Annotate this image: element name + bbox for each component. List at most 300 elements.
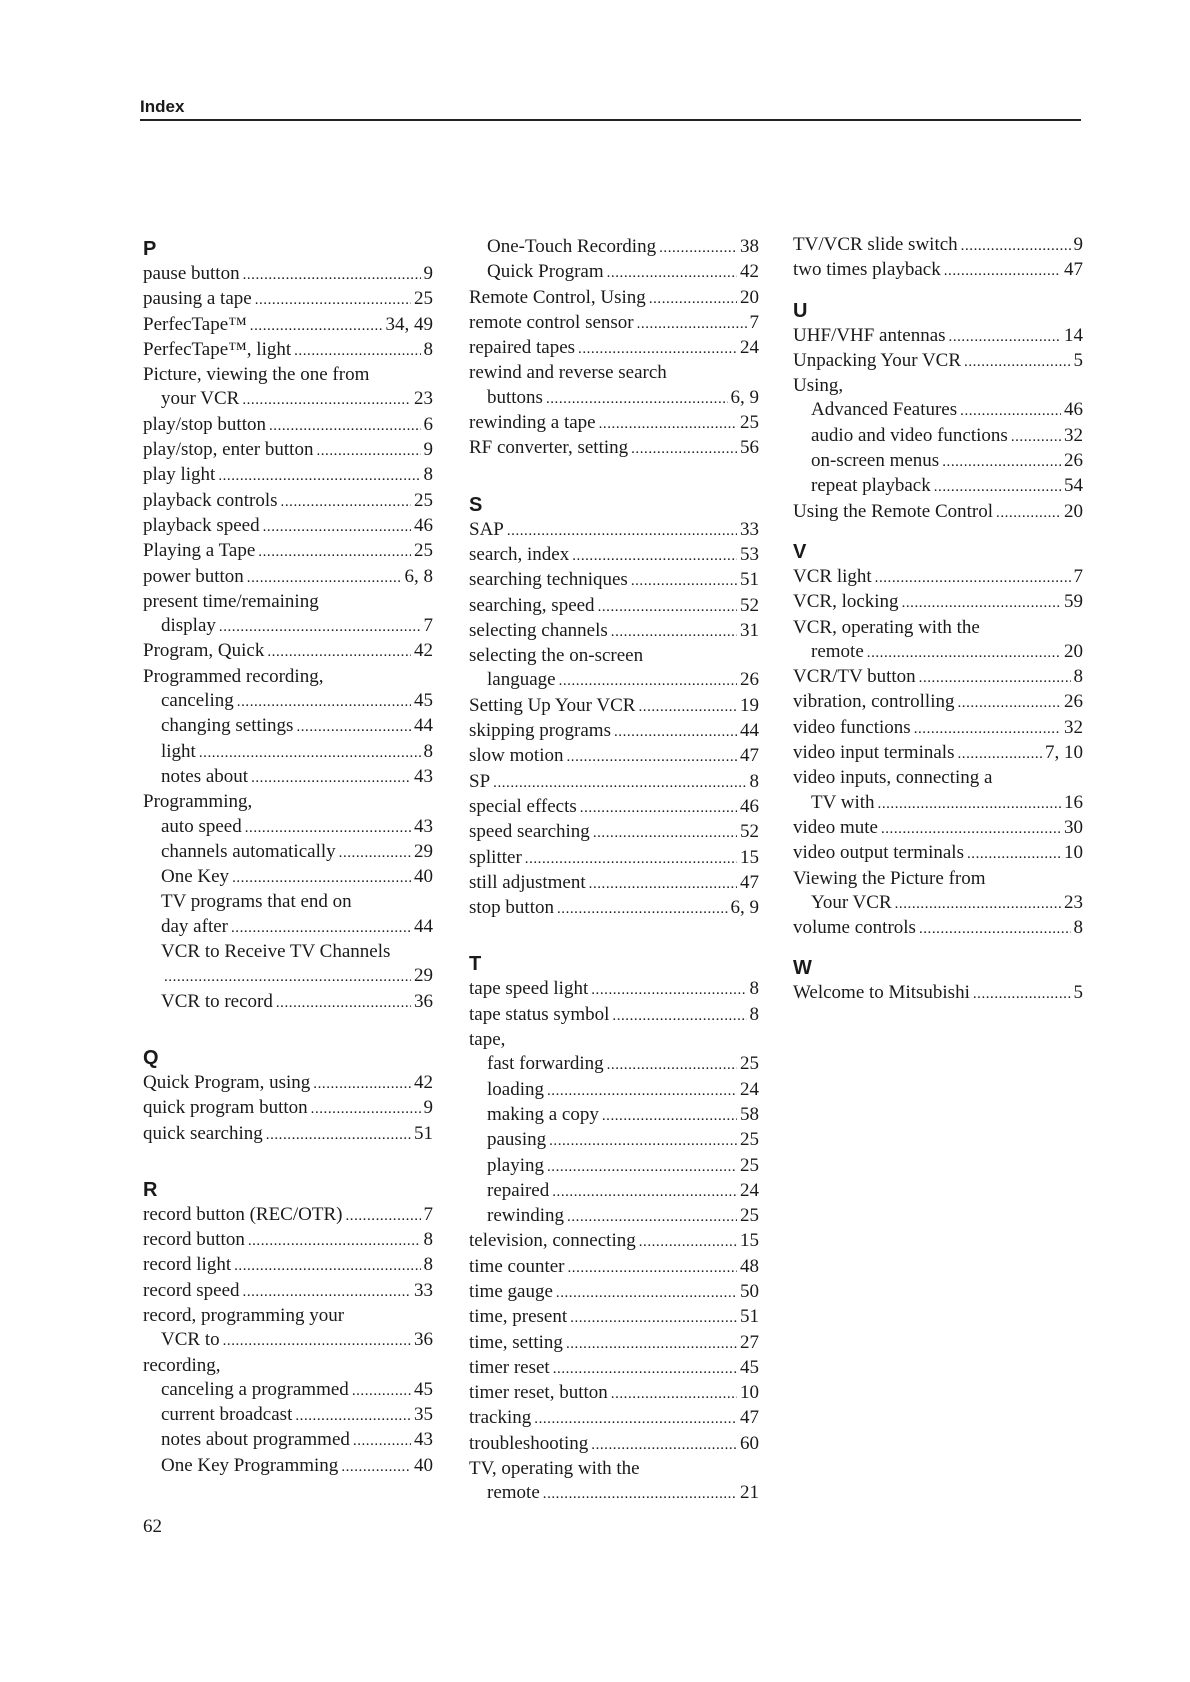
entry-page-ref: 20 [1064, 640, 1083, 662]
entry-term: One-Touch Recording [487, 236, 657, 257]
section-letter-v: V [793, 540, 807, 563]
index-entry [793, 916, 1083, 941]
index-entry [793, 590, 1083, 615]
entry-term: time, present [469, 1306, 568, 1328]
index-entry [143, 1122, 433, 1147]
dot-leader [580, 795, 737, 820]
index-heading-entry: TV programs that end on [161, 891, 352, 913]
index-subentry [143, 387, 433, 412]
index-entry [469, 1280, 759, 1305]
dot-leader [960, 398, 1061, 423]
entry-term: Advanced Features [811, 399, 958, 421]
dot-leader [568, 1255, 738, 1280]
index-heading-entry: recording, [143, 1354, 221, 1376]
entry-page-ref: 7 [423, 615, 433, 637]
dot-leader [316, 438, 420, 463]
entry-page-ref: 8 [749, 978, 759, 1000]
index-entry [469, 977, 759, 1002]
entry-page-ref: 43 [414, 765, 433, 787]
entry-term: rewinding a tape [469, 412, 596, 434]
entry-term: pausing a tape [143, 288, 252, 310]
dot-leader [572, 543, 737, 568]
dot-leader [914, 716, 1061, 741]
index-entry [469, 311, 759, 336]
index-subentry [793, 449, 1083, 474]
index-entry [793, 816, 1083, 841]
index-subentry [143, 765, 433, 790]
index-subentry [143, 815, 433, 840]
entry-page-ref: 44 [414, 715, 433, 737]
entry-page-ref: 26 [1064, 691, 1083, 713]
index-entry [469, 594, 759, 619]
index-subentry [793, 891, 1083, 916]
dot-leader [534, 1406, 737, 1431]
entry-page-ref: 8 [423, 338, 433, 360]
entry-term: Quick Program, using [143, 1071, 311, 1093]
dot-leader [949, 324, 1061, 349]
entry-page-ref: 9 [423, 1097, 433, 1119]
section-q [143, 1071, 433, 1147]
entry-page-ref: 23 [414, 388, 433, 410]
index-entry [143, 1228, 433, 1253]
entry-term: tracking [469, 1407, 532, 1429]
dot-leader [248, 1228, 421, 1253]
index-entry [793, 349, 1083, 374]
entry-page-ref: 38 [740, 236, 759, 257]
dot-leader [547, 1078, 737, 1103]
entry-term: repaired tapes [469, 337, 576, 359]
entry-term: channels automatically [161, 840, 336, 862]
section-gap [793, 525, 1083, 535]
index-entry [469, 336, 759, 361]
index-entry [793, 324, 1083, 349]
index-entry [143, 1253, 433, 1278]
dot-leader [251, 765, 411, 790]
dot-leader [507, 518, 737, 543]
entry-term: Your VCR [811, 891, 892, 913]
entry-page-ref: 25 [414, 540, 433, 562]
entry-page-ref: 58 [740, 1103, 759, 1125]
dot-leader [602, 1103, 737, 1128]
entry-term: play/stop, enter button [143, 439, 314, 461]
entry-term: RF converter, setting [469, 437, 629, 459]
dot-leader [547, 1154, 737, 1179]
entry-page-ref: 47 [1064, 259, 1083, 281]
index-entry [469, 694, 759, 719]
dot-leader [234, 1253, 420, 1278]
index-subentry [793, 398, 1083, 423]
index-heading-entry: video inputs, connecting a [793, 767, 993, 789]
dot-leader [255, 287, 411, 312]
dot-leader [245, 815, 411, 840]
dot-leader [493, 770, 746, 795]
entry-term: power button [143, 565, 244, 587]
index-heading-entry: Picture, viewing the one from [143, 364, 370, 386]
entry-term: TV/VCR slide switch [793, 234, 958, 255]
index-heading-entry: VCR to Receive TV Channels [161, 941, 391, 963]
running-head: Index [140, 97, 185, 116]
dot-leader [612, 1003, 746, 1028]
entry-page-ref: 51 [414, 1122, 433, 1144]
entry-term: slow motion [469, 745, 564, 767]
index-subentry [469, 668, 759, 693]
section-letter-s: S [469, 493, 483, 516]
entry-page-ref: 26 [740, 669, 759, 691]
dot-leader [1011, 424, 1061, 449]
entry-term: auto speed [161, 815, 242, 837]
dot-leader [649, 286, 737, 311]
dot-leader [267, 639, 411, 664]
dot-leader [964, 349, 1070, 374]
dot-leader [243, 262, 421, 287]
entry-term: SP [469, 770, 491, 792]
index-heading-entry: selecting the on-screen [469, 645, 644, 667]
dot-leader [593, 820, 737, 845]
index-subentry [469, 386, 759, 411]
entry-page-ref: 10 [1064, 842, 1083, 864]
index-entry [469, 1229, 759, 1254]
dot-leader [250, 313, 383, 338]
entry-term: stop button [469, 897, 554, 919]
dot-leader [591, 1432, 737, 1457]
dot-leader [973, 981, 1071, 1006]
index-heading-entry: tape, [469, 1029, 506, 1051]
section-letter-q: Q [143, 1046, 159, 1069]
entry-term: vibration, controlling [793, 691, 955, 713]
index-entry [469, 744, 759, 769]
entry-page-ref: 35 [414, 1404, 433, 1426]
dot-leader [247, 565, 402, 590]
index-subentry [143, 840, 433, 865]
entry-term: video mute [793, 816, 878, 838]
entry-page-ref: 46 [1064, 399, 1083, 421]
index-entry [143, 338, 433, 363]
entry-term: skipping programs [469, 720, 611, 742]
section-letter-w: W [793, 957, 812, 980]
section-t [469, 977, 759, 1506]
dot-leader [276, 990, 411, 1015]
entry-term: pausing [487, 1129, 547, 1151]
entry-term: timer reset, button [469, 1382, 608, 1404]
section-gap [143, 1147, 433, 1173]
dot-leader [996, 500, 1061, 525]
entry-term: day after [161, 915, 228, 937]
dot-leader [549, 1128, 737, 1153]
index-subentry [469, 1052, 759, 1077]
section-letter-t: T [469, 953, 482, 976]
index-entry [469, 1305, 759, 1330]
entry-page-ref: 8 [423, 464, 433, 486]
entry-term: notes about [161, 765, 249, 787]
entry-term: record button (REC/OTR) [143, 1203, 343, 1225]
dot-leader [611, 1381, 737, 1406]
dot-leader [867, 640, 1061, 665]
entry-page-ref: 8 [749, 770, 759, 792]
index-entry [143, 287, 433, 312]
index-subentry [469, 260, 759, 285]
dot-leader [895, 891, 1061, 916]
entry-term: time, setting [469, 1331, 563, 1353]
entry-term: remote control sensor [469, 311, 634, 333]
index-entry [793, 716, 1083, 741]
entry-page-ref: 8 [749, 1003, 759, 1025]
dot-leader [296, 714, 411, 739]
entry-page-ref: 16 [1064, 791, 1083, 813]
entry-page-ref: 26 [1064, 450, 1083, 472]
index-subentry [793, 424, 1083, 449]
entry-term: play light [143, 464, 216, 486]
index-entry [793, 841, 1083, 866]
index-entry [793, 741, 1083, 766]
entry-term: searching, speed [469, 594, 595, 616]
entry-page-ref: 6 [423, 413, 433, 435]
index-entry [143, 489, 433, 514]
entry-term: language [487, 669, 556, 691]
index-entry [469, 1003, 759, 1028]
entry-page-ref: 15 [740, 846, 759, 868]
entry-term: video functions [793, 716, 911, 738]
dot-leader [607, 260, 737, 285]
index-entry [469, 619, 759, 644]
entry-page-ref: 7, 10 [1045, 742, 1083, 764]
dot-leader [219, 614, 421, 639]
entry-page-ref: 32 [1064, 716, 1083, 738]
section-gap [469, 462, 759, 488]
entry-term: still adjustment [469, 871, 586, 893]
page-number: 62 [143, 1516, 162, 1537]
entry-term: changing settings [161, 715, 294, 737]
index-subentry [143, 740, 433, 765]
dot-leader [232, 865, 411, 890]
dot-leader [599, 411, 737, 436]
index-entry [469, 795, 759, 820]
dot-leader [352, 1378, 411, 1403]
entry-term: notes about programmed [161, 1429, 350, 1451]
entry-page-ref: 43 [414, 1429, 433, 1451]
entry-page-ref: 5 [1073, 349, 1083, 371]
entry-term: One Key Programming [161, 1454, 339, 1476]
entry-page-ref: 19 [740, 694, 759, 716]
index-subentry [143, 915, 433, 940]
entry-page-ref: 45 [414, 690, 433, 712]
dot-leader [231, 915, 411, 940]
entry-term: record light [143, 1254, 232, 1276]
entry-term: quick program button [143, 1097, 308, 1119]
index-subentry [469, 1204, 759, 1229]
dot-leader [639, 1229, 737, 1254]
entry-page-ref: 51 [740, 569, 759, 591]
index-entry [469, 871, 759, 896]
dot-leader [552, 1179, 737, 1204]
entry-page-ref: 47 [740, 1407, 759, 1429]
index-subentry [143, 714, 433, 739]
dot-leader [525, 846, 737, 871]
entry-page-ref: 53 [740, 543, 759, 565]
entry-page-ref: 59 [1064, 591, 1083, 613]
index-heading-entry: rewind and reverse search [469, 362, 667, 384]
entry-term: current broadcast [161, 1404, 293, 1426]
section-v [793, 565, 1083, 941]
section-letter-p: P [143, 238, 157, 260]
index-subentry [143, 689, 433, 714]
index-column-2 [469, 235, 759, 1507]
index-entry [143, 565, 433, 590]
dot-leader [567, 1204, 737, 1229]
dot-leader [919, 665, 1071, 690]
index-entry [469, 1432, 759, 1457]
entry-term: canceling [161, 690, 234, 712]
section-gap [469, 921, 759, 947]
entry-term: video input terminals [793, 742, 955, 764]
entry-term: search, index [469, 543, 570, 565]
dot-leader [237, 689, 411, 714]
dot-leader [559, 668, 737, 693]
entry-page-ref: 47 [740, 745, 759, 767]
entry-page-ref: 29 [414, 840, 433, 862]
header-rule [140, 119, 1081, 121]
entry-page-ref: 52 [740, 821, 759, 843]
index-entry [793, 665, 1083, 690]
entry-term: repaired [487, 1179, 550, 1201]
dot-leader [199, 740, 421, 765]
section-letter-r: R [143, 1178, 158, 1201]
index-entry [143, 1071, 433, 1096]
index-entry [143, 1096, 433, 1121]
section-p [143, 262, 433, 1015]
dot-leader [614, 719, 737, 744]
entry-term: rewinding [487, 1205, 565, 1227]
index-entry [469, 436, 759, 461]
entry-page-ref: 7 [423, 1203, 433, 1225]
dot-leader [313, 1071, 411, 1096]
entry-term: remote [487, 1482, 540, 1504]
entry-page-ref: 54 [1064, 475, 1083, 497]
entry-term: timer reset [469, 1356, 550, 1378]
entry-page-ref: 44 [740, 720, 759, 742]
entry-term: Quick Program [487, 261, 604, 283]
entry-page-ref: 33 [740, 518, 759, 540]
index-entry [143, 1279, 433, 1304]
entry-page-ref: 45 [740, 1356, 759, 1378]
index-entry [143, 438, 433, 463]
index-heading-entry: Programmed recording, [143, 665, 324, 687]
entry-page-ref: 15 [740, 1230, 759, 1252]
entry-page-ref: 36 [414, 990, 433, 1012]
entry-page-ref: 20 [740, 286, 759, 308]
entry-page-ref: 7 [749, 311, 759, 333]
index-entry [793, 258, 1083, 283]
entry-page-ref: 46 [414, 514, 433, 536]
index-subentry [469, 1078, 759, 1103]
dot-leader [243, 1279, 411, 1304]
dot-leader [934, 474, 1061, 499]
index-subentry [143, 865, 433, 890]
entry-page-ref: 8 [1073, 666, 1083, 688]
index-subentry [469, 1103, 759, 1128]
entry-page-ref: 30 [1064, 816, 1083, 838]
dot-leader [294, 338, 420, 363]
dot-leader [957, 690, 1061, 715]
entry-term: PerfecTape™, light [143, 338, 292, 360]
dot-leader [295, 1403, 411, 1428]
entry-page-ref: 10 [740, 1382, 759, 1404]
index-heading-entry: Viewing the Picture from [793, 867, 986, 889]
dot-leader [961, 233, 1071, 258]
dot-leader [631, 568, 737, 593]
index-subentry [793, 474, 1083, 499]
index-heading-entry: record, programming your [143, 1304, 345, 1326]
dot-leader [566, 1331, 737, 1356]
dot-leader [659, 235, 737, 260]
dot-leader [543, 1481, 737, 1506]
entry-term: VCR to [161, 1329, 220, 1351]
index-subentry [469, 1128, 759, 1153]
dot-leader [311, 1096, 421, 1121]
entry-term: Unpacking Your VCR [793, 349, 962, 371]
entry-term: record button [143, 1229, 245, 1251]
index-entry [469, 896, 759, 921]
entry-page-ref: 25 [740, 1129, 759, 1151]
section-w [793, 981, 1083, 1006]
entry-page-ref: 32 [1064, 424, 1083, 446]
dot-leader [546, 386, 728, 411]
dot-leader [566, 744, 737, 769]
entry-page-ref: 21 [740, 1482, 759, 1504]
entry-page-ref: 33 [414, 1279, 433, 1301]
index-entry [793, 690, 1083, 715]
index-entry [143, 1203, 433, 1228]
index-subentry [793, 791, 1083, 816]
entry-term: VCR, locking [793, 591, 899, 613]
entry-term: two times playback [793, 259, 941, 281]
index-entry [793, 981, 1083, 1006]
dot-leader [902, 590, 1061, 615]
entry-term: buttons [487, 386, 543, 408]
entry-term: on-screen menus [811, 450, 940, 472]
dot-leader [919, 916, 1071, 941]
entry-term: Using the Remote Control [793, 500, 994, 522]
index-subentry [469, 1154, 759, 1179]
entry-term: Program, Quick [143, 640, 265, 662]
dot-leader [553, 1356, 737, 1381]
dot-leader [944, 258, 1061, 283]
dot-leader [353, 1428, 411, 1453]
section-t-continued [793, 233, 1083, 284]
index-entry [469, 846, 759, 871]
section-u [793, 324, 1083, 525]
entry-term: playing [487, 1154, 544, 1176]
entry-term: Welcome to Mitsubishi [793, 982, 970, 1004]
index-heading-entry: TV, operating with the [469, 1458, 640, 1480]
entry-term: quick searching [143, 1122, 263, 1144]
dot-leader [557, 896, 728, 921]
entry-term: One Key [161, 866, 230, 888]
entry-page-ref: 31 [740, 619, 759, 641]
section-r-continued [469, 235, 759, 462]
entry-term: playback controls [143, 489, 278, 511]
section-letter-u: U [793, 299, 808, 322]
dot-leader [556, 1280, 737, 1305]
entry-term: selecting channels [469, 619, 608, 641]
entry-page-ref: 60 [740, 1432, 759, 1454]
dot-leader [611, 619, 737, 644]
entry-page-ref: 6, 9 [730, 897, 759, 919]
index-entry [469, 719, 759, 744]
entry-term: time counter [469, 1255, 565, 1277]
dot-leader [967, 841, 1061, 866]
index-subentry [793, 640, 1083, 665]
dot-leader [242, 387, 411, 412]
